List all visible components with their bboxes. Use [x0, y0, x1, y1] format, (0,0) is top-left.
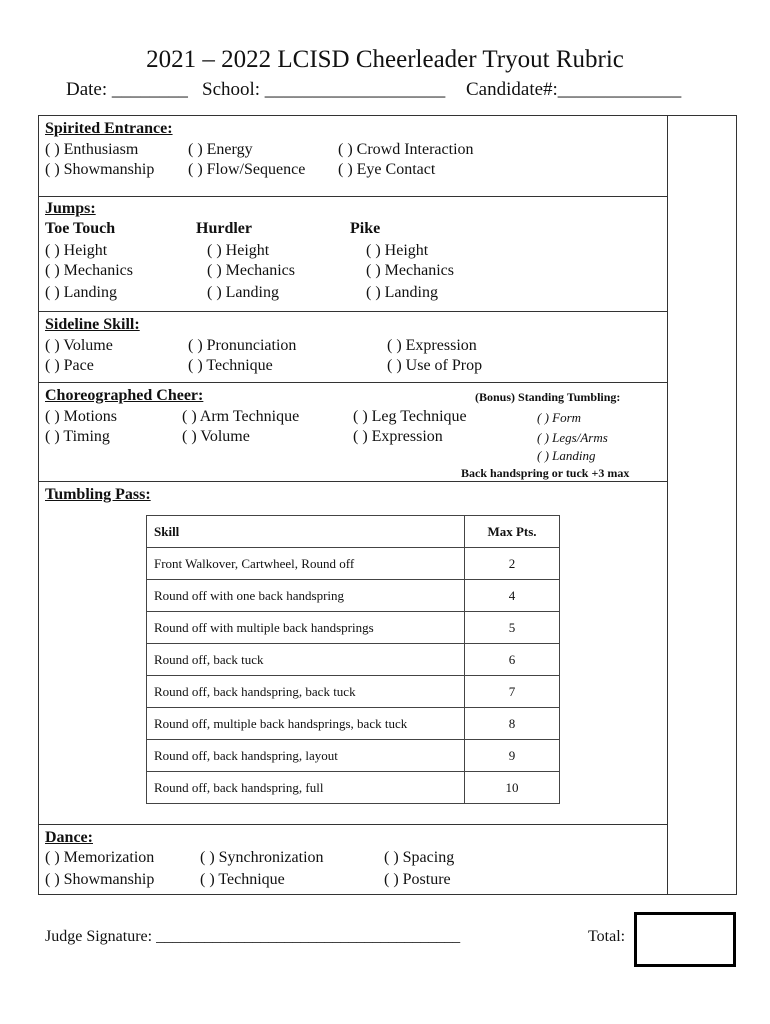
- date-field: Date: ________: [66, 79, 188, 100]
- sideline-skill-heading: Sideline Skill:: [45, 316, 140, 333]
- points-cell: 2: [465, 548, 560, 580]
- hurdler-landing[interactable]: ( ) Landing: [207, 284, 279, 301]
- table-row: [147, 772, 560, 804]
- points-cell: 9: [465, 740, 560, 772]
- table-row: [147, 612, 560, 644]
- pike-label: Pike: [350, 220, 381, 237]
- bonus-note: Back handspring or tuck +3 max: [461, 466, 630, 480]
- criterion-crowd-interaction[interactable]: ( ) Crowd Interaction: [338, 141, 474, 158]
- choreographed-cheer-heading: Choreographed Cheer:: [45, 387, 204, 404]
- points-cell: 5: [465, 612, 560, 644]
- points-cell: 8: [465, 708, 560, 740]
- criterion-pronunciation[interactable]: ( ) Pronunciation: [188, 337, 297, 354]
- criterion-flow-sequence[interactable]: ( ) Flow/Sequence: [188, 161, 306, 178]
- criterion-eye-contact[interactable]: ( ) Eye Contact: [338, 161, 436, 178]
- criterion-timing[interactable]: ( ) Timing: [45, 428, 110, 445]
- criterion-volume[interactable]: ( ) Volume: [45, 337, 113, 354]
- criterion-showmanship-dance[interactable]: ( ) Showmanship: [45, 871, 155, 888]
- candidate-field: Candidate#:_____________: [466, 79, 682, 100]
- tumbling-skills-table: [146, 515, 560, 804]
- table-row: [147, 548, 560, 580]
- max-points-column-header: Max Pts.: [465, 516, 560, 548]
- bonus-tumbling-heading: (Bonus) Standing Tumbling:: [475, 390, 621, 404]
- section-divider: [38, 382, 668, 383]
- toe-touch-label: Toe Touch: [45, 220, 116, 237]
- criterion-pace[interactable]: ( ) Pace: [45, 357, 94, 374]
- hurdler-label: Hurdler: [196, 220, 252, 237]
- criterion-leg-technique[interactable]: ( ) Leg Technique: [353, 408, 467, 425]
- skill-cell: Round off, back tuck: [147, 644, 465, 676]
- skill-cell: Round off, multiple back handsprings, back tuck: [147, 708, 465, 740]
- criterion-synchronization[interactable]: ( ) Synchronization: [200, 849, 324, 866]
- skill-cell: Round off, back handspring, full: [147, 772, 465, 804]
- table-row: [147, 708, 560, 740]
- hurdler-height[interactable]: ( ) Height: [207, 242, 270, 259]
- bonus-form[interactable]: ( ) Form: [537, 410, 582, 425]
- criterion-enthusiasm[interactable]: ( ) Enthusiasm: [45, 141, 139, 158]
- criterion-technique[interactable]: ( ) Technique: [188, 357, 273, 374]
- criterion-volume-cheer[interactable]: ( ) Volume: [182, 428, 250, 445]
- table-row: [147, 676, 560, 708]
- bonus-legs-arms[interactable]: ( ) Legs/Arms: [537, 430, 608, 445]
- skill-column-header: Skill: [147, 516, 465, 548]
- pike-landing[interactable]: ( ) Landing: [366, 284, 438, 301]
- pike-height[interactable]: ( ) Height: [366, 242, 429, 259]
- jumps-heading: Jumps:: [45, 200, 96, 217]
- skill-cell: Round off, back handspring, back tuck: [147, 676, 465, 708]
- skill-cell: Front Walkover, Cartwheel, Round off: [147, 548, 465, 580]
- bonus-landing[interactable]: ( ) Landing: [537, 448, 596, 463]
- table-row: [147, 580, 560, 612]
- criterion-posture[interactable]: ( ) Posture: [384, 871, 451, 888]
- score-column-divider: [667, 115, 668, 895]
- total-label: Total:: [588, 928, 626, 945]
- toe-touch-mechanics[interactable]: ( ) Mechanics: [45, 262, 133, 279]
- section-divider: [38, 196, 668, 197]
- criterion-memorization[interactable]: ( ) Memorization: [45, 849, 155, 866]
- school-field: School: ___________________: [202, 79, 446, 100]
- table-header-row: [147, 516, 560, 548]
- dance-heading: Dance:: [45, 829, 93, 846]
- points-cell: 10: [465, 772, 560, 804]
- points-cell: 4: [465, 580, 560, 612]
- section-divider: [38, 311, 668, 312]
- criterion-use-of-prop[interactable]: ( ) Use of Prop: [387, 357, 483, 374]
- table-row: [147, 644, 560, 676]
- judge-signature-line[interactable]: Judge Signature: ______________________________________: [45, 928, 461, 945]
- criterion-motions[interactable]: ( ) Motions: [45, 408, 117, 425]
- total-score-box[interactable]: [634, 912, 736, 967]
- criterion-expression-cheer[interactable]: ( ) Expression: [353, 428, 443, 445]
- tumbling-pass-heading: Tumbling Pass:: [45, 486, 151, 503]
- skill-cell: Round off, back handspring, layout: [147, 740, 465, 772]
- points-cell: 6: [465, 644, 560, 676]
- toe-touch-height[interactable]: ( ) Height: [45, 242, 108, 259]
- points-cell: 7: [465, 676, 560, 708]
- section-divider: [38, 824, 668, 825]
- table-row: [147, 740, 560, 772]
- criterion-spacing[interactable]: ( ) Spacing: [384, 849, 455, 866]
- criterion-showmanship[interactable]: ( ) Showmanship: [45, 161, 155, 178]
- page-title: 2021 – 2022 LCISD Cheerleader Tryout Rubric: [146, 46, 624, 73]
- criterion-arm-technique[interactable]: ( ) Arm Technique: [182, 408, 300, 425]
- pike-mechanics[interactable]: ( ) Mechanics: [366, 262, 454, 279]
- criterion-technique-dance[interactable]: ( ) Technique: [200, 871, 285, 888]
- toe-touch-landing[interactable]: ( ) Landing: [45, 284, 117, 301]
- hurdler-mechanics[interactable]: ( ) Mechanics: [207, 262, 295, 279]
- spirited-entrance-heading: Spirited Entrance:: [45, 120, 173, 137]
- skill-cell: Round off with one back handspring: [147, 580, 465, 612]
- skill-cell: Round off with multiple back handsprings: [147, 612, 465, 644]
- criterion-expression[interactable]: ( ) Expression: [387, 337, 477, 354]
- criterion-energy[interactable]: ( ) Energy: [188, 141, 253, 158]
